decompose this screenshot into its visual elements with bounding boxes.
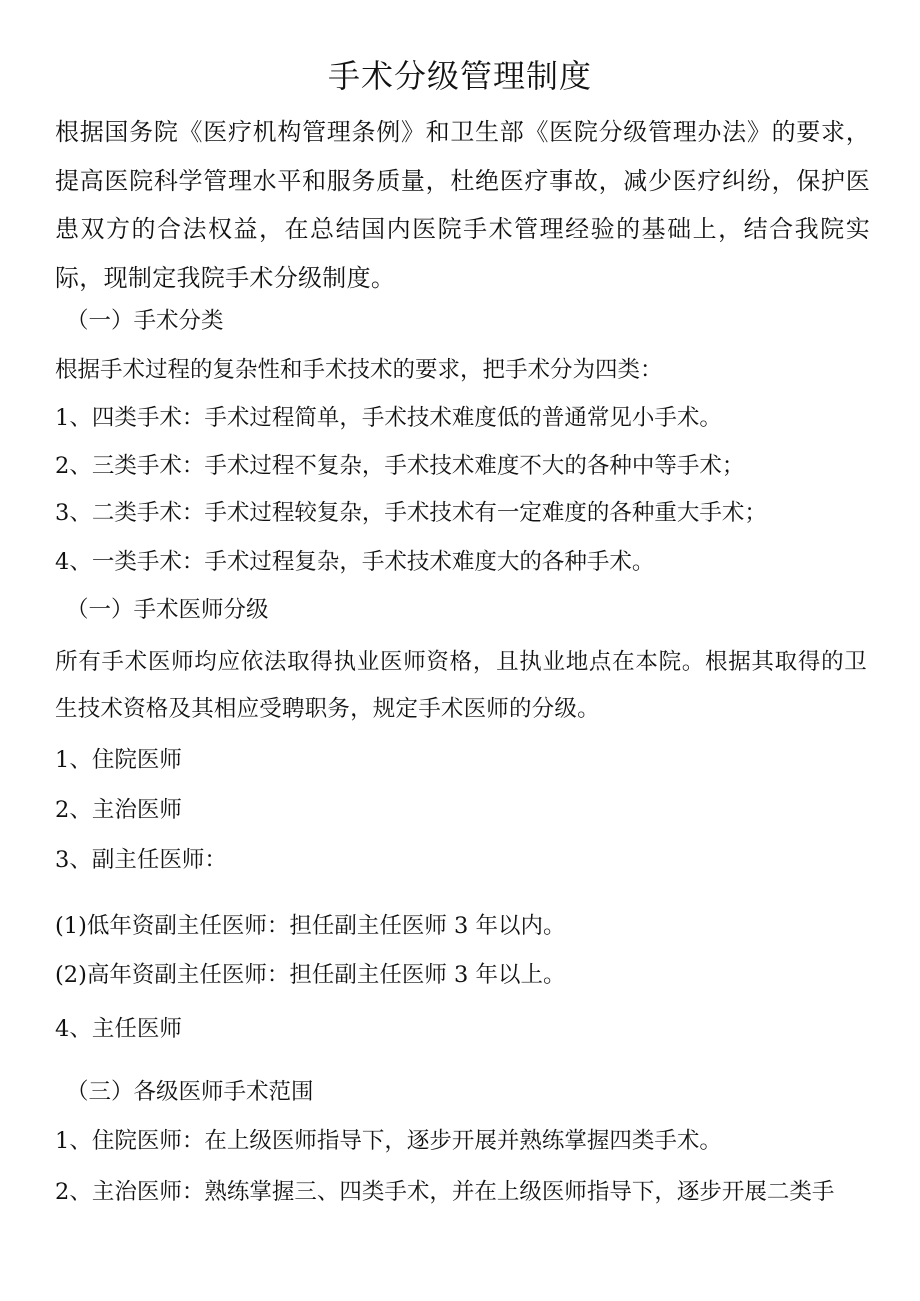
list-item: (2)高年资副主任医师：担任副主任医师 3 年以上。 xyxy=(55,962,566,988)
list-item: 1、住院医师 xyxy=(55,747,182,773)
section-heading-surgeon-grades: （一）手术医师分级 xyxy=(66,597,269,623)
list-item: 4、一类手术：手术过程复杂，手术技术难度大的各种手术。 xyxy=(55,549,655,575)
list-item: 1、住院医师：在上级医师指导下，逐步开展并熟练掌握四类手术。 xyxy=(55,1128,722,1154)
list-item: 3、二类手术：手术过程较复杂，手术技术有一定难度的各种重大手术； xyxy=(55,500,767,526)
intro-paragraph: 根据国务院《医疗机构管理条例》和卫生部《医院分级管理办法》的要求，提高医院科学管理水平和服务质量，杜绝医疗事故，减少医疗纠纷，保护医患双方的合法权益，在总结国内医院手术管理经验的基础上，结合我院实际，现制定我院手术分级制度。 xyxy=(55,118,870,292)
section-heading-surgery-scope: （三）各级医师手术范围 xyxy=(66,1079,314,1105)
list-item: 2、主治医师 xyxy=(55,797,182,823)
list-item: (1)低年资副主任医师：担任副主任医师 3 年以内。 xyxy=(55,913,566,939)
section-heading-classification: （一）手术分类 xyxy=(66,308,224,334)
list-item: 2、三类手术：手术过程不复杂，手术技术难度不大的各种中等手术； xyxy=(55,453,745,479)
list-item: 3、副主任医师： xyxy=(55,847,227,873)
list-item: 1、四类手术：手术过程简单，手术技术难度低的普通常见小手术。 xyxy=(55,405,722,431)
list-item: 2、主治医师：熟练掌握三、四类手术，并在上级医师指导下，逐步开展二类手 xyxy=(55,1179,835,1205)
classification-lead: 根据手术过程的复杂性和手术技术的要求，把手术分为四类： xyxy=(55,357,663,383)
list-item: 4、主任医师 xyxy=(55,1016,182,1042)
surgeon-grades-lead: 所有手术医师均应依法取得执业医师资格，且执业地点在本院。根据其取得的卫生技术资格及其相应受聘职务，规定手术医师的分级。 xyxy=(55,649,867,722)
document-title: 手术分级管理制度 xyxy=(327,57,592,95)
